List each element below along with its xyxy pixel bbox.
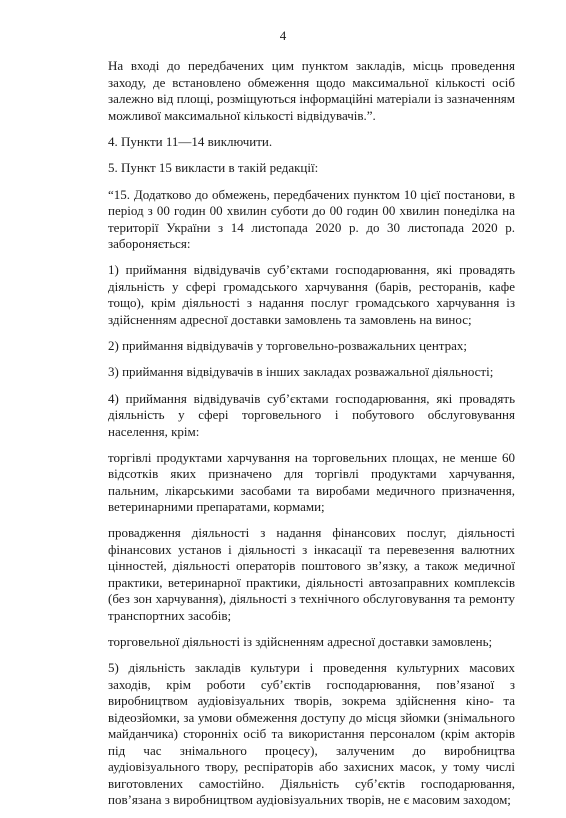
paragraph-exception-delivery: торговельної діяльності із здійсненням адресної доставки замовлень; <box>108 633 493 649</box>
paragraph-item-4: 4. Пункти 11—14 виключити. <box>108 133 273 149</box>
paragraph-subpoint-5: 5) діяльність закладів культури і проведення культурних масових заходів, крім роботи суб’єктів господарювання, пов’язаної з виробництвом аудіовізуальних творів, зокрема здійснення кіно- та відеозйомки, за умови обмеження доступу до місця зйомки (знімального майданчика) сторонніх осіб та використання персоналом (крім акторів під час знімального процесу), залученим до виробництва аудіовізуального твору, респіраторів або захисних масок, у тому числі виготовлених самостійно. Діяльність суб’єктів господарювання, пов’язана з виробництвом аудіовізуальних творів, не є масовим заходом; <box>108 660 515 807</box>
paragraph-subpoint-3: 3) приймання відвідувачів в інших закладах розважальної діяльності; <box>108 364 494 379</box>
paragraph-subpoint-2: 2) приймання відвідувачів у торговельно-розважальних центрах; <box>108 337 468 353</box>
paragraph-entry-info: На вході до передбачених цим пунктом закладів, місць проведення заходу, де встановлено обмеження щодо максимальної кількості осіб залежно від площі, розміщуються інформаційні матеріали із зазначенням можливої максимальної кількості відвідувачів.”. <box>108 58 515 123</box>
paragraph-exception-financial: провадження діяльності з надання фінансових послуг, діяльності фінансових установ і діяльності з інкасації та перевезення валютних цінностей, діяльності операторів поштового зв’язку, а також медичної практики, ветеринарної практики, діяльності автозаправних комплексів (без зон харчування), діяльності з технічного обслуговування та ремонту транспортних засобів; <box>108 525 515 623</box>
paragraph-subpoint-1: 1) приймання відвідувачів суб’єктами господарювання, які провадять діяльність у сфері громадського харчування (барів, ресторанів, кафе тощо), крім діяльності з надання послуг громадського харчування із здійсненням адресної доставки замовлень та замовлень на винос; <box>108 262 515 327</box>
paragraph-point-15-intro: “15. Додатково до обмежень, передбачених пунктом 10 цієї постанови, в період з 00 годин 00 хвилин суботи до 00 годин 00 хвилин понеділка на території України з 14 листопада 2020 р. до 30 листопада 2020 р. забороняється: <box>108 186 515 251</box>
paragraph-exception-food-trade: торгівлі продуктами харчування на торговельних площах, не менше 60 відсотків яких призначено для торгівлі продуктами харчування, пальним, лікарськими засобами та виробами медичного призначення, ветеринарними препаратами, кормами; <box>108 449 515 514</box>
page-number: 4 <box>279 28 287 43</box>
document-body <box>108 58 515 818</box>
paragraph-item-5: 5. Пункт 15 викласти в такій редакції: <box>108 160 319 175</box>
paragraph-subpoint-4: 4) приймання відвідувачів суб’єктами господарювання, які провадять діяльність у сфері торговельного і побутового обслуговування населення, крім: <box>108 390 515 439</box>
